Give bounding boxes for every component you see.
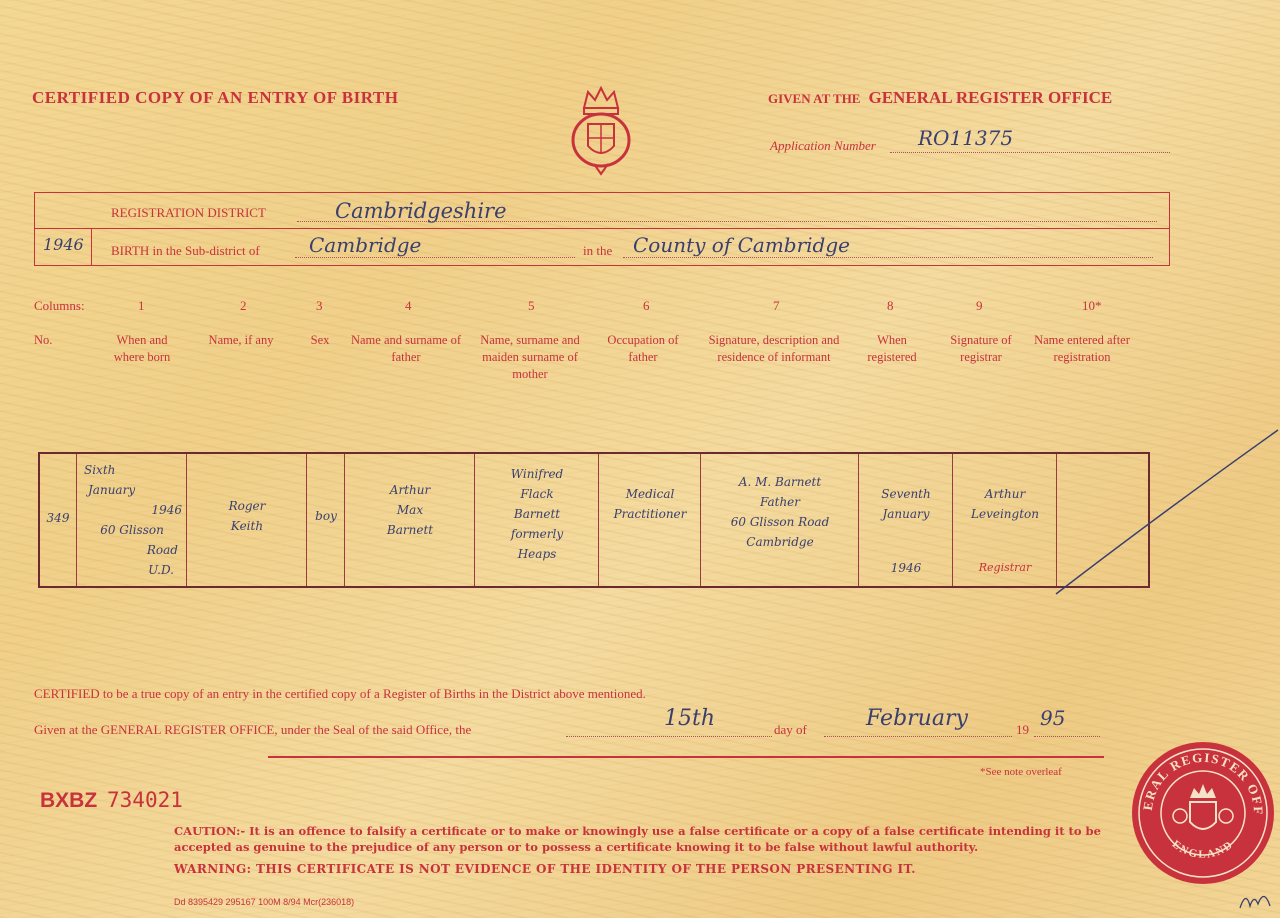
day-of-label: day of [774,722,807,737]
born-line-4: 60 Glisson [100,523,164,537]
col-header-name-entered: Name entered after registration [1034,333,1130,364]
year-value: 1946 [43,235,84,254]
caution-line-1: CAUTION:- It is an offence to falsify a certificate or to make or knowingly use a false certificate or a copy of a false certificate intending it to be [174,824,1101,838]
born-line-6: U.D. [148,563,174,577]
caution-line-2: accepted as genuine to the prejudice of any person or to possess a certificate knowing it to be false without lawful authority. [174,840,979,854]
entry-no: 349 [46,511,70,525]
divider [186,454,187,586]
day-value: 15th [664,706,716,731]
given-at-heading [768,88,1112,108]
registrar-line-2: Leveington [971,507,1039,521]
born-line-3: 1946 [151,503,182,517]
seal-bottom-text: ENGLAND [1169,838,1237,861]
col-num-6: 6 [643,298,650,313]
entry-when-registered [860,484,952,578]
col-header-name: Name, if any [208,333,274,347]
col-header-mother: Name, surname and maiden surname of mother [480,333,580,381]
gro-seal-icon [1130,740,1276,886]
born-line-1: Sixth [84,463,116,477]
entry-registrar [954,484,1056,578]
application-number: RO11375 [918,126,1014,150]
divider [344,454,345,586]
born-line-5: Road [146,543,178,557]
registered-line-3: 1946 [890,561,922,575]
seal-top-text: ERAL REGISTER OFF [1139,749,1267,817]
district-box [34,192,1170,266]
col-header-occupation: Occupation of father [607,333,679,364]
entry-father [346,480,474,540]
col-header-when-born: When and where born [113,333,171,364]
col-num-7: 7 [773,298,780,313]
name-line-2: Keith [230,519,264,533]
serial-number [40,788,183,813]
entry-name [188,496,306,536]
entry-row-box [38,452,1150,588]
mother-line-2: Flack [520,487,554,501]
registration-district-label: REGISTRATION DISTRICT [111,205,266,220]
registration-district-value: Cambridgeshire [335,199,507,223]
year-dotted [1034,736,1100,737]
mother-line-3: Barnett [513,507,561,521]
col-num-8: 8 [887,298,894,313]
name-line-1: Roger [228,499,266,513]
subdistrict-value: Cambridge [309,233,422,257]
entry-occupation [600,484,700,524]
month-value: February [866,706,968,731]
county-dotted [623,257,1153,258]
see-note: *See note overleaf [980,766,1062,778]
certified-statement: CERTIFIED to be a true copy of an entry in the certified copy of a Register of Births in the District above mentioned. [34,686,646,701]
district-divider [35,228,1169,229]
divider [700,454,701,586]
application-label: Application Number [770,138,876,153]
divider [858,454,859,586]
application-dotted-line [890,152,1170,153]
divider [306,454,307,586]
col-header-father: Name and surname of father [350,333,462,364]
royal-crest-icon [568,80,634,176]
columns-label: Columns: [34,298,85,313]
in-the-label: in the [583,243,613,258]
registered-line-2: January [882,507,930,521]
informant-line-1: A. M. Barnett [738,475,822,489]
father-line-2: Max [396,503,424,517]
divider [474,454,475,586]
father-line-1: Arthur [389,483,431,497]
warning-line: WARNING: THIS CERTIFICATE IS NOT EVIDENCE OF THE IDENTITY OF THE PERSON PRESENTING IT. [174,862,916,876]
year-prefix: 19 [1016,722,1029,737]
occupation-line-1: Medical [625,487,675,501]
birth-subdistrict-label: BIRTH in the Sub-district of [111,243,260,258]
registered-line-1: Seventh [881,487,931,501]
col-header-informant: Signature, description and residence of informant [708,333,840,364]
gro-title: GENERAL REGISTER OFFICE [868,88,1113,107]
mother-line-1: Winifred [510,467,564,481]
col-num-5: 5 [528,298,535,313]
divider [76,454,77,586]
col-num-2: 2 [240,298,247,313]
mother-line-4: formerly [510,527,564,541]
subdistrict-dotted [295,257,575,258]
col-num-9: 9 [976,298,983,313]
entry-when-born [78,460,186,580]
given-at-statement: Given at the GENERAL REGISTER OFFICE, under the Seal of the said Office, the [34,722,472,737]
born-line-2: January [88,483,136,497]
occupation-line-2: Practitioner [613,507,687,521]
col-num-3: 3 [316,298,323,313]
month-dotted [824,736,1012,737]
col-header-sex: Sex [310,333,330,347]
year-divider [91,229,92,265]
certificate-title: CERTIFIED COPY OF AN ENTRY OF BIRTH [32,88,399,107]
county-value: County of Cambridge [633,233,850,257]
print-code: Dd 8395429 295167 100M 8/94 Mcr(236018) [174,897,355,907]
informant-line-4: Cambridge [746,535,814,549]
col-num-1: 1 [138,298,145,313]
father-line-3: Barnett [386,523,434,537]
col-num-4: 4 [405,298,412,313]
entry-informant [702,472,858,552]
initials-mark [1238,886,1274,916]
entry-mother [476,464,598,564]
informant-line-2: Father [759,495,801,509]
col-header-registrar: Signature of registrar [950,333,1012,364]
col-num-10: 10* [1082,298,1102,313]
informant-line-3: 60 Glisson Road [730,515,830,529]
serial-prefix: BXBZ [40,789,98,812]
mother-line-5: Heaps [517,547,557,561]
serial-digits: 734021 [107,788,183,812]
signature-rule [268,756,1104,758]
divider [952,454,953,586]
strike-line [1050,424,1280,600]
entry-sex: boy [315,509,337,523]
given-at-prefix: GIVEN AT THE [768,91,861,106]
caution-block [174,823,1101,855]
day-dotted [566,736,772,737]
registrar-line-1: Arthur [984,487,1026,501]
year-value-cert: 95 [1040,706,1066,730]
col-header-when-registered: When registered [867,333,917,364]
col-header-no: No. [34,333,53,347]
divider [598,454,599,586]
registrar-label: Registrar [978,561,1032,574]
